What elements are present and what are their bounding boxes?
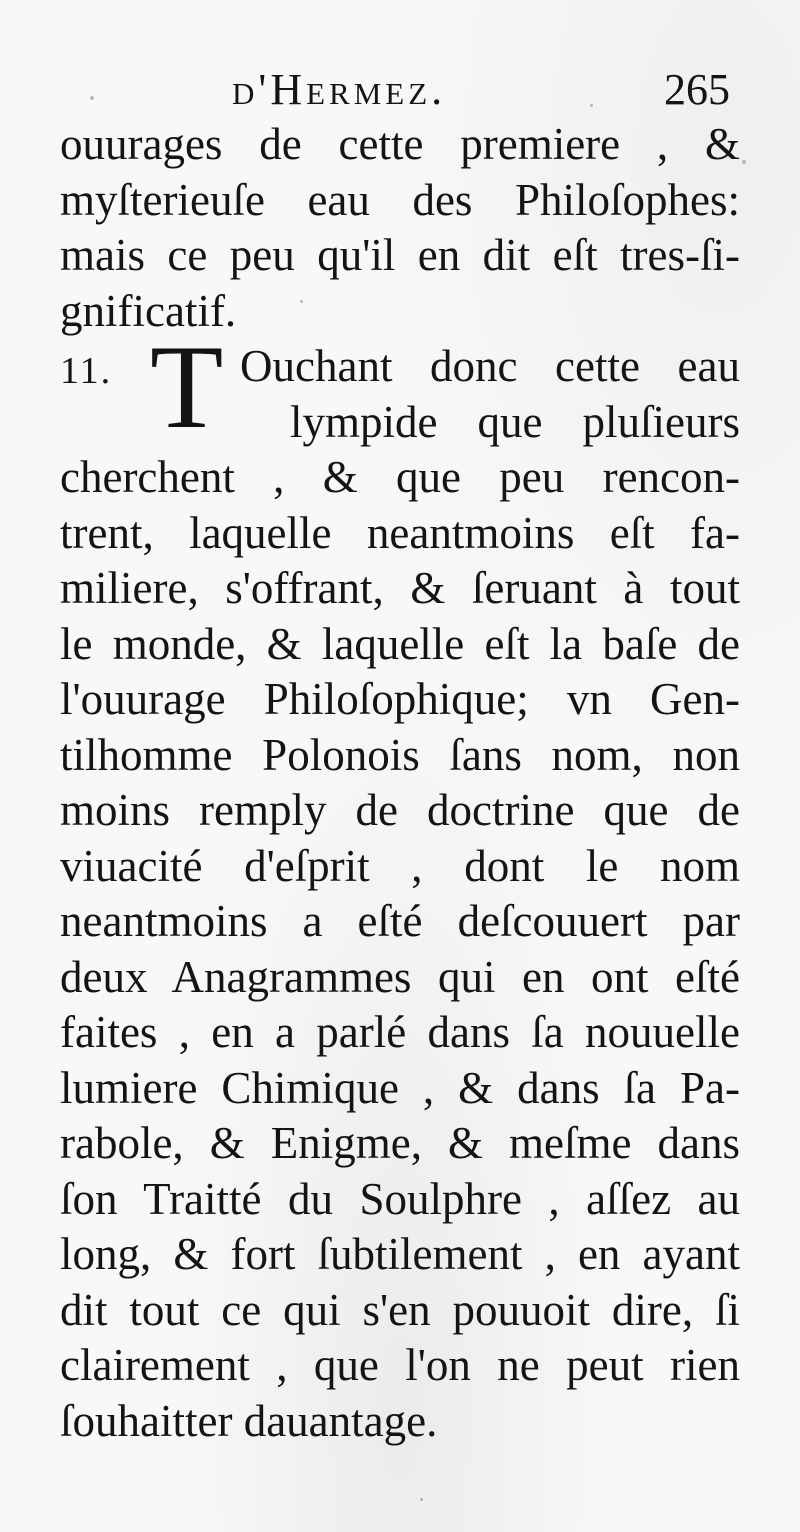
- text-line: dit tout ce qui s'en pouuoit dire, ſi: [60, 1284, 740, 1335]
- text-line: rabole, & Enigme, & meſme dans: [60, 1118, 740, 1168]
- ink-speck: [300, 300, 303, 303]
- text-line: ſouhaitter dauantage.: [60, 1395, 438, 1446]
- text-line: neantmoins a eſté deſcouuert par: [60, 896, 740, 946]
- page-number: 265: [664, 65, 730, 114]
- text-line: ouurages de cette premiere , &: [60, 119, 740, 169]
- ink-speck: [742, 160, 746, 164]
- text-line: faites , en a parlé dans ſa nouuelle: [60, 1007, 740, 1057]
- text-line: trent, laquelle neantmoins eſt fa-: [60, 507, 740, 558]
- body-text: [60, 117, 740, 1449]
- text-line: ſon Traitté du Soulphre , aſſez au: [60, 1173, 740, 1224]
- text-line: miliere, s'offrant, & ſeruant à tout: [60, 563, 740, 613]
- text-line: Ouchant donc cette eau: [240, 341, 740, 391]
- drop-cap: T: [150, 320, 224, 453]
- text-line: cherchent , & que peu rencon-: [60, 452, 740, 502]
- text-line: lympide que pluſieurs: [290, 396, 740, 447]
- ink-speck: [590, 104, 593, 107]
- text-line: clairement , que l'on ne peut rien: [60, 1340, 740, 1390]
- text-line: deux Anagrammes qui en ont eſté: [60, 951, 740, 1002]
- text-line: viuacité d'eſprit , dont le nom: [60, 840, 740, 891]
- text-line: moins remply de doctrine que de: [60, 785, 740, 835]
- text-line: l'ouurage Philoſophique; vn Gen-: [60, 674, 740, 724]
- ink-speck: [420, 1498, 423, 1501]
- text-line: tilhomme Polonois ſans nom, non: [60, 729, 740, 780]
- ink-speck: [90, 96, 94, 100]
- text-line: long, & fort ſubtilement , en ayant: [60, 1229, 740, 1279]
- page-header: [0, 62, 800, 118]
- text-line: mais ce peu qu'il en dit eſt tres-ſi-: [60, 230, 740, 280]
- text-line: le monde, & laquelle eſt la baſe de: [60, 618, 740, 669]
- text-line: myſterieuſe eau des Philoſophes:: [60, 174, 740, 225]
- paragraph-number: 11.: [60, 350, 113, 392]
- text-line: lumiere Chimique , & dans ſa Pa-: [60, 1062, 740, 1113]
- text-line: gnificatif.: [60, 285, 237, 336]
- running-head: d'Hermez.: [232, 65, 447, 114]
